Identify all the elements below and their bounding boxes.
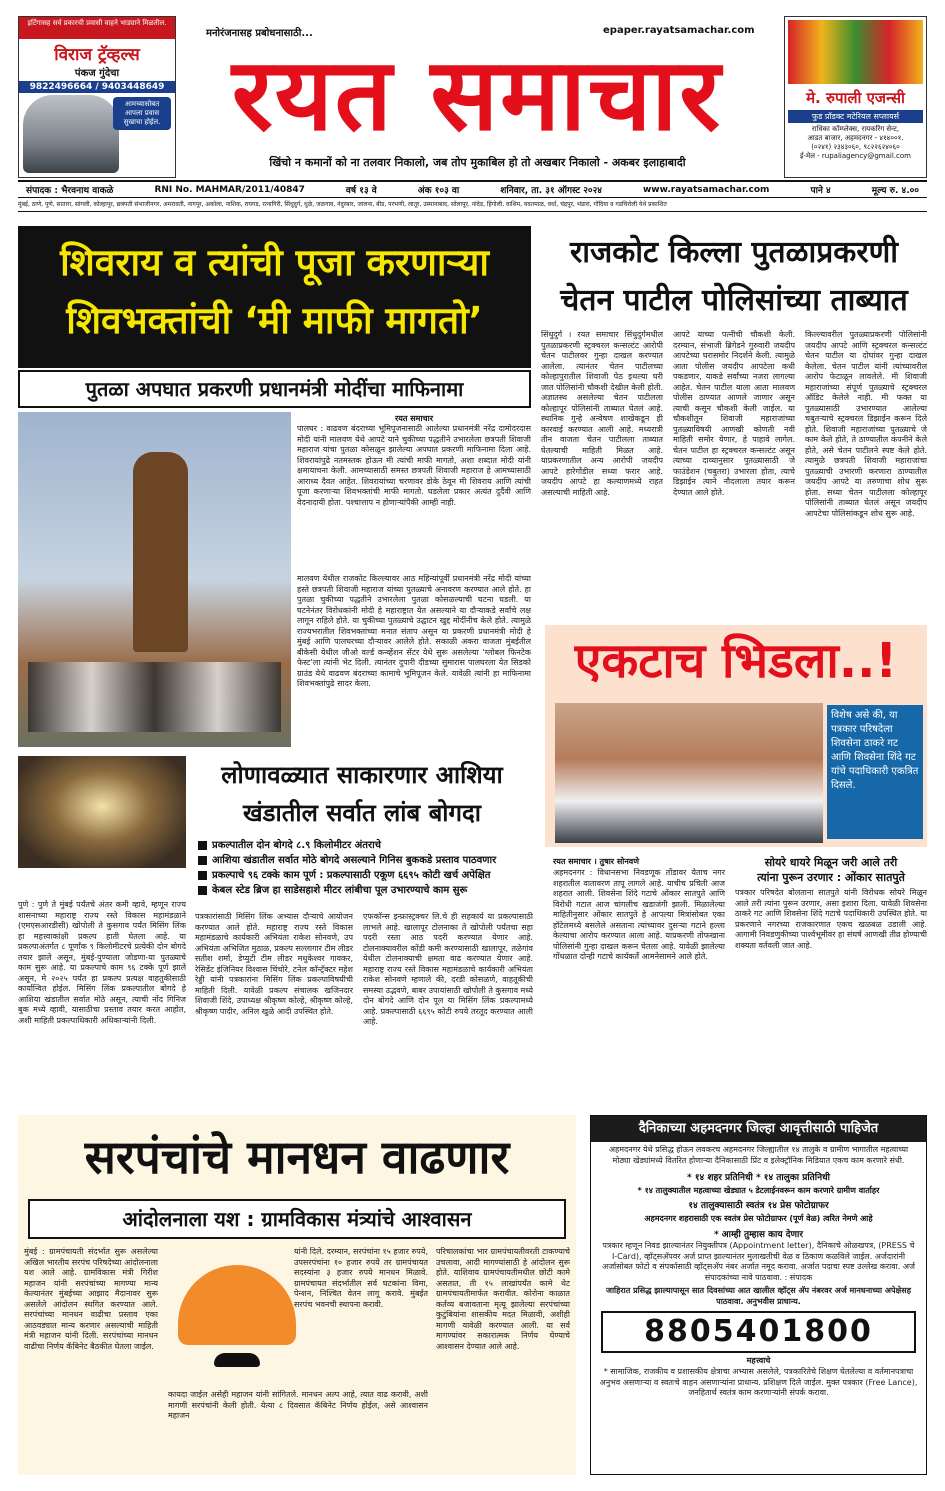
travels-ad-name: विराज ट्रॅव्हल्स (54, 45, 140, 65)
info-bar (18, 180, 927, 198)
ektach-note: विशेष असे की, या पत्रकार परिषदेला शिवसेना ठाकरे गट आणि शिवसेना शिंदे गट यांचे पदाधिकारी एकत्रित दिसले. (827, 705, 923, 839)
rajkot-col-2: आपटे याच्या पत्नीची चौकशी केली. दरम्यान, संभाजी ब्रिगेडने गुरुवारी जयदीप आपटेच्या घरासमोर निदर्शने केली. त्यामुळे आता पोलीस जयदीप आपटेला कधी पकडणार, याकडे सर्वांच्या नजरा लागल्या आहेत. चेतन पाटील याला आता मालवण पोलीस ठाण्यात आणले जाणार असून त्याची कसून चौकशी केली जाईल. या चौकशीतून शिवाजी महाराजांच्या पुतळ्याविषयी आणखी कोणती नवी माहिती समोर येणार, हे पाहावे लागेल. चेतन पाटील हा स्ट्रक्चरल कन्सल्टंट असून त्याच्या दाव्यानुसार पुतळ्यासाठी जे फाउंडेशन (चबुतरा) उभारला होता, त्याचे डिझाईन त्याने नौदलाला तयार करून देण्यात आले होते. (673, 330, 795, 497)
ektach-col-1: अहमदनगर : विधानसभा निवडणूक तोंडावर येताच नगर शहरातील वातावरण तापू लागले आहे. याचीच प्रचिती आज शहरात आली. शिवसेना शिंदे गटाचे ओंकार सातपुते आणि विरोधी गटात आज चांगलीच खडाजंगी झाली. मिळालेल्या माहितीनुसार ओंकार सातपुते हे आपल्या मित्रांसोबत एका हॉटेलमध्ये बसलेले असताना त्यांच्यावर दुसऱ्या गटाने हल्ला केल्याचा आरोप करण्यात आला आहे. याप्रकरणी तोफखाना पोलिसांनी गुन्हा दाखल करून घेतला आहे. यावेळी झालेल्या गोंधळात दोन्ही गटाचे कार्यकर्ते आमनेसामने आले होते. (553, 868, 725, 961)
tunnel-bullet: प्रकल्पातील दोन बोगदे ८.९ किलोमीटर अंतराचे (198, 838, 538, 853)
agency-ad (784, 16, 927, 178)
info-issue: अंक १०३ वा (417, 186, 460, 196)
tunnel-bullet: केबल स्टेड ब्रिज हा साडेसहाशे मीटर लांबीचा पूल उभारण्याचे काम सुरू (198, 883, 538, 898)
lead-headline-1: शिवराय व त्यांची पूजा करणाऱ्या (60, 241, 489, 284)
travels-ad-bubble: आमच्यासोबत आपला प्रवास सुखाचा होईल. (113, 97, 171, 130)
classified-header: दैनिकाच्या अहमदनगर जिल्हा आवृत्तीसाठी पाहिजेत (591, 1116, 926, 1142)
sarpanch-headline: सरपंचांचे मानधन वाढणार (84, 1130, 510, 1184)
ektach-byline: रयत समाचार । तुषार सोनवणे (553, 857, 640, 866)
agency-name: मे. रुपाली एजन्सी (806, 89, 905, 107)
masthead-epaper[interactable]: epaper.rayatsamachar.com (603, 25, 755, 36)
travels-ad (18, 16, 176, 178)
classified-line-4: अहमदनगर शहरासाठी एक स्वतंत्र प्रेस फोटोग्राफर (पूर्ण वेळ) त्वरित नेमणे आहे (644, 1214, 873, 1223)
info-editor: संपादक : भैरवनाथ वाकळे (26, 186, 114, 196)
info-date: शनिवार, ता. ३१ ऑगस्ट २०२४ (500, 186, 602, 196)
statue-silhouette (133, 452, 188, 652)
rajkot-col-1: सिंधुदुर्ग । रयत समाचार सिंधुदुर्गमधील पुतळाप्रकरणी स्ट्रक्चरल कन्सल्टंट आरोपी चेतन पाटीलवर गुन्हा दाखल करण्यात आलेला. त्यानंतर चेतन पाटीलच्या कोल्हापुरातील शिवाजी पेठ इथल्या घरी जात पोलिसांनी चौकशी देखील केली होती. अज्ञातस्थ असलेल्या चेतन पाटीलला कोल्हापूर पोलिसांनी ताब्यात घेतलं आहे. स्थानिक गुन्हे अन्वेषण शाखेकडून ही कारवाई करण्यात आली आहे. मध्यरात्री तीन वाजता चेतन पाटीलला ताब्यात घेतल्याची माहिती मिळत आहे. याप्रकरणातील अन्य आरोपी जयदीप आपटे हारेगोंडील सध्या फरार आहे. जयदीप आपटे हा कल्याणमध्ये राहत असल्याची माहिती आहे. (541, 330, 663, 497)
sarpanch-col-1: मुंबई : ग्रामपंचायती संदर्भात सुरू असलेल्या अखिल भारतीय सरपंच परिषदेच्या आंदोलनाला यश आले आहे. ग्रामविकास मंत्री गिरीश महाजन यांनी सरपंचांच्या मागण्या मान्य केल्यानंतर मुंबईच्या आझाद मैदानावर सुरू असलेले आंदोलन स्थगित करण्यात आले. सरपंचांच्या मानधन वाढीचा प्रस्ताव एका आठवड्यात मान्य करणार असल्याची माहिती मंत्री महाजन यांनी दिली. सरपंचांच्या मानधन वाढीचा निर्णय कॅबिनेट बैठकीत घेतला जाईल. (24, 1247, 158, 1351)
classified-phone[interactable]: 8805401800 (601, 1311, 916, 1353)
classified-line-3: १४ तालुक्यासाठी स्वतंत्र १४ प्रेस फोटोग्राफर (688, 1201, 829, 1211)
classified-important: * सामाजिक, राजकीय व प्रशासकीय क्षेत्राचा अभ्यास असलेले, पत्रकारितेचे शिक्षण घेतलेल्या व वर्तमानपत्राचा अनुभव असणाऱ्या व स्वतःचे वाहन असणाऱ्यांना प्राधान्य. प्रशिक्षण दिले जाईल. मुक्त पत्रकार (Free Lance), जनहितार्थ स्वतंत्र काम करणाऱ्यांनी संपर्क करावा. (599, 1367, 918, 1397)
masthead-slogan: खिंचो न कमानों को ना तलवार निकालो, जब तोप मुकाबिल हो तो अखबार निकालो - अकबर इलाहाबादी (269, 156, 686, 169)
lead-headline-box (18, 226, 531, 368)
ektach-subhead-1: सोयरे धायरे मिळून जरी आले तरी (764, 856, 898, 869)
info-year: वर्ष १३ वे (345, 186, 377, 196)
cities-line: मुंबई, ठाणे, पुणे, सातारा, सांगली, कोल्हापूर, छत्रपती संभाजीनगर, अमरावती, नागपूर, अकोला, नाशिक, रायगड, रत्नागिरी, सिंधुदुर्ग, धुळे, जळगाव, नंदुरबार, जालना, बीड, परभणी, लातूर, उस्मानाबाद, सोलापूर, नांदेड, हिंगोली, वाशिम, यवतमाळ, वर्धा, चंद्रपूर, भंडारा, गोंदिया व गडचिरोली येथे प्रकाशित (18, 200, 927, 212)
classified-line-1: * १४ शहर प्रतिनिधी * १४ तालुका प्रतिनिधी (686, 1173, 830, 1183)
info-pages: पाने ४ (810, 186, 831, 196)
sarpanch-col-2b: कायदा जाईल असेही महाजन यांनी सांगितले. मानधन अल्प आहे, त्यात वाढ करावी, अशी मागणी सरपंचांनी केली होती. येत्या ८ दिवसात कॅबिनेट निर्णय होईल, असे आश्वासन महाजन (168, 1390, 428, 1420)
tunnel-bullets (198, 838, 538, 898)
classified-important-title: महत्त्वाचे (746, 1356, 771, 1365)
rajkot-headline-1: राजकोट किल्ला पुतळाप्रकरणी (569, 235, 899, 270)
agency-phone: (०२४१) २३४३०६०, ९८२२६२४०६० (811, 143, 900, 151)
press-meet-photo (555, 703, 823, 843)
travels-ad-top: इर्टिगासह सर्व प्रकारची प्रवासी वाहने भाड्याने मिळतील. (19, 17, 175, 39)
tunnel-col-1: पुणे : पुणे ते मुंबई पर्यंतचे अंतर कमी व्हावे, म्हणून राज्य शासनाच्या महाराष्ट्र राज्य रस्ते विकास महामंडळाने (एमएसआरडीसी) खोपोली ते कुसगाव पर्यंत मिसिंग लिंक हा महत्त्वाकांक्षी प्रकल्प हाती घेतला आहे. या प्रकल्पाअंतर्गत ८ पूर्णांक ९ किलोमीटरचे प्रत्येकी दोन बोगदे तयार झाले असून, मुंबई-पुण्याला जोडणा-या पुतळ्याचे काम सुरू आहे. या प्रकल्पाचे काम ९६ टक्के पूर्ण झाले असून, मे २०२५ पर्यंत हा प्रकल्प प्रत्यक्ष वाहतुकीसाठी कार्यान्वित होईल. मिसिंग लिंक प्रकल्पातील बोगदे हे आशिया खंडातील सर्वात मोठे असून, त्याची नोंद गिनिज बुक मध्ये व्हावी, यासाठीचा प्रस्ताव तयार करत आहोत, अशी माहिती प्रकल्पाधिकारी अधिकाऱ्यांनी दिली. (18, 900, 186, 1025)
ektach-headline: एकटाच भिडला..! (574, 633, 898, 689)
sarpanch-col-2: यांनी दिले. दरम्यान, सरपंचांना १५ हजार रुपये, उपसरपंचांना १० हजार रुपये तर ग्रामपंचायत सदस्यांना ३ हजार रुपये मानधन मिळावे. ग्रामपंचायत संदर्भातील सर्व घटकांना विमा, पेन्शन, निश्चित वेतन लागू करावे. मुंबईत सरपंच भवनची स्थापना करावी. (294, 1247, 428, 1309)
lead-body-2: मालवण येथील राजकोट किल्ल्यावर आठ महिन्यांपूर्वी प्रधानमंत्री नरेंद्र मोदी यांच्या हस्ते छत्रपती शिवाजी महाराज यांच्या पुतळ्याचे अनावरण करण्यात आले होते. हा पुतळा चुकीच्या पद्धतीने उभारलेला पुतळा कोसळल्याची घटना घडली. या घटनेनंतर विरोधकांनी मोदी हे महाराष्ट्रात येत असल्याने या दौऱ्याकडे सर्वांचे लक्ष लागून राहिले होते. या चुकीच्या पुतळ्याचे उद्घाटन खुद्द मोदींनीच केले होते. त्यामुळे राज्यभरातील शिवभक्तांच्या मनात संताप असून या प्रकरणी प्रधानमंत्री मोदी हे मुंबई आणि पालघरच्या दौऱ्यावर आलेले होते. सकाळी अकरा वाजता मुंबईतील बीकेसी येथील जीओ वर्ल्ड कन्व्हेंशन सेंटर येथे सुरू असलेल्या ‘ग्लोबल फिनटेक फेस्ट’ला त्यांनी भेट दिली. त्यानंतर दुपारी दीडच्या सुमारास पालघरला येत सिडको ग्राउंड येथे वाढवण बंदराच्या कामाचे भूमिपूजन केले. यावेळी त्यांनी हा माफिनामा शिवभक्तांपुढे सादर केला. (297, 574, 531, 688)
sarpanch-subhead: आंदोलनाला यश : ग्रामविकास मंत्र्यांचे आश्वासन (28, 1199, 566, 1239)
car-image (23, 95, 119, 173)
tunnel-col-3: एफकॉन्स इन्फ्रास्ट्रक्चर लि.चे ही सहकार्य या प्रकल्पासाठी लाभले आहे. खालापूर टोलनाका ते खोपोली पर्यंतचा सहा पदरी रस्ता आठ पदरी करण्यात येणार आहे. टोलनाक्यावरील कोंडी कमी करण्यासाठी खालापूर, तळेगांव येथील टोलनाक्याची क्षमता वाढ करण्यात येणार आहे. महाराष्ट्र राज्य रस्ते विकास महामंडळाचे कार्यकारी अभियंता राकेश सोनवणे म्हणाले की, दरडी कोसळणे, वाहतूकीची समस्या उद्भवणे, बाबर उपायांसाठी खोपोली ते कुसगाव मध्ये दोन बोगदे आणि दोन पूल या मिसिंग लिंक प्रकल्पामध्ये आहे. प्रकल्पासाठी ६६९५ कोटी रुपये तरतूद करण्यात आली आहे. (363, 912, 533, 1026)
classified-line-2: * १४ तालुक्यातील महत्वाच्या खेड्यात ५ डेटलाईनवरून काम करणारे ग्रामीण वार्ताहर (637, 1186, 880, 1195)
lead-byline: रयत समाचार (395, 414, 433, 423)
classified-offer-title: * आम्ही तुम्हास काय देणार (713, 1230, 804, 1240)
classified-intro: अहमदनगर येथे प्रसिद्ध होऊन लवकरच अहमदनगर जिल्ह्यातील १४ तालुके व ग्रामीण भागातील महत्वाच्या मोठ्या खेड्यांमध्ये वितरित होणाऱ्या दैनिकासाठी प्रिंट व इलेक्ट्रॉनिक मिडियात एकच काम करणारे संधी. (608, 1145, 909, 1165)
mustache-illustration (214, 1353, 260, 1367)
ektach-subhead-2: त्यांना पुरून उरणार : ओंकार सातपुते (757, 871, 905, 884)
crowd-silhouette (28, 662, 281, 732)
tunnel-headline-2: खंडातील सर्वात लांब बोगदा (243, 799, 481, 827)
classified-notice: जाहिरात प्रसिद्ध झाल्यापासून सात दिवसांच्या आत खालील व्हॉट्स अ‍ॅप नंबरवर अर्ज मानधनाच्या अपेक्षेसह पाठवावा. अनुभवीस प्राधान्य. (606, 1286, 911, 1306)
lead-body-1: पालघर : वाढवण बंदराच्या भूमिपूजनासाठी आलेल्या प्रधानमंत्री नरेंद्र दामोदरदास मोदी यांनी मालवण येथे आपटे याने चुकीच्या पद्धतीने उभारलेला छत्रपती शिवाजी महाराज यांचा पुतळा कोसळून झालेल्या अपघात प्रकरणी माफिनामा दिला आहे. शिवरायांपुढे नतमस्तक होऊन मी त्यांची माफी मागतो, अशा शब्दात मोदी यांनी क्षमायाचना केली. आमच्यासाठी समस्त छत्रपती शिवाजी महाराज हे आमच्यासाठी आराध्य दैवत आहेत. शिवरायांच्या चरणावर डोके ठेवून मी शिवराय आणि त्यांची पूजा करणाऱ्या शिवभक्तांची माफी मागतो. घडलेला प्रकार अत्यंत दुर्दैवी आणि वेदनादायी होता. पश्चात्ताप न होणाऱ्यांपैकी आम्ही नाही. (297, 424, 531, 507)
agency-addr1: राधिका कॉम्प्लेक्स, रायकरिंग सेन्ट, (811, 125, 900, 133)
agency-addr2: आडत बाजार, अहमदनगर - ४१४००१. (807, 134, 904, 142)
tunnel-col-2: पत्रकारांसाठी मिसिंग लिंक अभ्यास दौऱ्याचे आयोजन करण्यात आले होते. महाराष्ट्र राज्य रस्ते विकास महामंडळाचे कार्यकारी अभियंता राकेश सोनवणे, उप अभियंता अभिजित मुठाळ, प्रकल्प सल्लागार टीम लीडर सतीश शर्मा, डेप्युटी टीम लीडर मधुकेश्वर गावकर, रेसिडेंट इंजिनियर विश्वास चिंचोरे, टनेल कॉन्ट्रॅक्टर महेश रेड्डी यांनी पत्रकारांना मिसिंग लिंक प्रकल्पाविषयीची माहिती दिली. यावेळी प्रकल्प संचालक खजिनदार शिवाजी शिंदे, उपाध्यक्ष श्रीकृष्ण कोल्हे, श्रीकृष्ण कोल्हे, श्रीकृष्ण पादीर, अनिल खुळे आदी उपस्थित होते. (195, 912, 353, 1016)
masthead-tagline: मनोरंजनासह प्रबोधनासाठी... (206, 28, 313, 39)
modi-statue-photo (18, 412, 291, 747)
info-site[interactable]: www.rayatsamachar.com (642, 184, 770, 195)
rajkot-col-3: किल्ल्यावरील पुतळ्याप्रकरणी पोलिसांनी जयदीप आपटे आणि स्ट्रक्चरल कन्सल्टंट चेतन पाटील या दोघांवर गुन्हा दाखल केलेला. चेतन पाटील यांनी त्यांच्यावरील आरोप फेटाळून लावलेले. मी शिवाजी महाराजांच्या संपूर्ण पुतळ्याचे स्ट्रक्चरल ऑडिट केलेले नाही. मी फक्त या पुतळ्यासाठी उभारण्यात आलेल्या चबुतऱ्याचे स्ट्रक्चरल डिझाईन करून दिले होते. शिवाजी महाराजांच्या पुतळ्याचे जे काम केले होते, ते ठाण्यातील कंपनीने केले होते, असे चेतन पाटीलने स्पष्ट केले होते. त्यामुळे छत्रपती शिवाजी महाराजांचा पुतळ्याची उभारणी करणारा ठाण्यातील जयदीप आपटे या तरुणाचा शोध सुरू होता. सध्या चेतन पाटीलला कोल्हापूर पोलिसांनी ताब्यात घेतलं असून जयदीप आपटेचा पोलिसांकडून शोध सुरू आहे. (805, 330, 927, 518)
ektach-box (545, 625, 927, 847)
lead-subhead: पुतळा अपघात प्रकरणी प्रधानमंत्री मोदींचा माफिनामा (18, 370, 531, 408)
tunnel-headline-1: लोणावळ्यात साकारणार आशिया (221, 761, 503, 789)
products-image (788, 20, 923, 84)
info-price: मूल्य रु. ४.०० (871, 186, 919, 196)
info-rni: RNI No. MAHMAR/2011/40847 (154, 184, 305, 195)
classified-offer: पत्रकार म्हणून निवड झाल्यानंतर नियुक्तीपत्र (Appointment letter), दैनिकाचे ओळखपत्र, (PRESS चे I-Card), व्हॉट्सअ‍ॅपवर अर्ज प्राप्त झाल्यानंतर मुलाखतीची वेळ व ठिकाण कळविले जाईल. अर्जदारांनी अर्जासोबत फोटो व संपर्कासाठी व्हॉट्सअ‍ॅप नंबर अर्जात नमूद करावा. अर्जात पदाचा स्पष्ट उल्लेख करावा. अर्ज संपादकांच्या नावे पाठवावा. : संपादक (602, 1241, 915, 1282)
sarpanch-col-3: परिचालकांचा भार ग्रामपंचायतीवरती टाकण्याचे उचलावा, आदी मागण्यांसाठी हे आंदोलन सुरू होते. याशिवाय ग्रामपंचायतीमधील छोटी कामे असतात, ती १५ लाखांपर्यंत कामे थेट ग्रामपंचायतीमार्फत करावीत. कोरोना काळात कर्तव्य बजावताना मृत्यू झालेल्या सरपंचांच्या कुटुंबियांना शासकीय मदत मिळावी, अशीही मागणी यावेळी करण्यात आली. या सर्व मागण्यांवर सकारात्मक निर्णय घेण्याचे आश्वासन देण्यात आले आहे. (436, 1247, 570, 1351)
masthead-title: रयत समाचार (231, 36, 723, 153)
rajkot-headline-2: चेतन पाटील पोलिसांच्या ताब्यात (560, 283, 908, 318)
tunnel-bullet: आशिया खंडातील सर्वात मोठे बोगदे असल्याने गिनिस बुककडे प्रस्ताव पाठवणार (198, 853, 538, 868)
ektach-col-2: पत्रकार परिषदेत बोलताना सातपुते यांनी विरोधक सोयरे मिळून आले तरी त्यांना पुरून उरणार, असा इशारा दिला. यावेळी शिवसेना ठाकरे गट आणि शिवसेना शिंदे गटाचे पदाधिकारी उपस्थित होते. या प्रकरणाने नगरच्या राजकारणात एकच खळबळ उडाली आहे. आगामी निवडणुकीच्या पार्श्वभूमीवर हा संघर्ष आणखी तीव्र होण्याची शक्यता वर्तवली जात आहे. (735, 888, 927, 950)
tunnel-photo (18, 756, 186, 868)
travels-ad-owner: पंकज गुंदेचा (74, 68, 120, 79)
tunnel-bullet: प्रकल्पाचे ९६ टक्के काम पूर्ण : प्रकल्पासाठी एकूण ६६९५ कोटी खर्च अपेक्षित (198, 868, 538, 883)
turban-illustration (178, 1265, 296, 1345)
lead-headline-2: शिवभक्तांची ‘मी माफी मागतो’ (66, 299, 483, 342)
agency-email: ई-मेल - rupaliagency@gmail.com (800, 152, 911, 160)
classified-box (590, 1115, 927, 1475)
agency-sub: फुड प्रॉडक्ट मटेरियल सप्लायर्स (788, 110, 923, 123)
travels-ad-phones: 9822496664 / 9403448649 (19, 81, 175, 93)
